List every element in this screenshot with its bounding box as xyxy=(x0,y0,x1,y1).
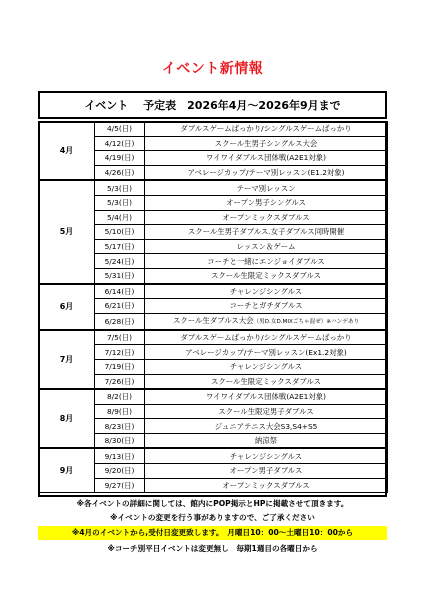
event-name: ダブルスゲームばっかり/シングルスゲームばっかり xyxy=(180,333,352,343)
event-date: 6/21(日) xyxy=(95,299,145,314)
event-name: アベレージカップ/テーマ別レッスン(Ex1.2対象) xyxy=(185,347,347,357)
event-date: 7/19(日) xyxy=(95,359,145,374)
event-name-cell xyxy=(145,330,388,345)
event-date: 4/19(日) xyxy=(95,151,145,166)
event-name-cell xyxy=(145,374,388,389)
event-name: チャレンジシングルス xyxy=(229,286,303,296)
schedule-header-text: イベント 予定表 2026年4月～2026年9月まで xyxy=(84,99,341,112)
event-name: アベレージカップ/テーマ別レッスン(E1.2対象) xyxy=(187,168,345,178)
event-date: 5/31(日) xyxy=(95,268,145,283)
event-name-cell xyxy=(145,464,388,479)
month-label: 8月 xyxy=(39,389,95,448)
event-date: 4/5(日) xyxy=(95,122,145,137)
event-name: オープンミックスダブルス xyxy=(222,480,310,490)
event-name-cell xyxy=(145,419,388,434)
schedule-header xyxy=(38,91,387,119)
note-details: ※各イベントの詳細に関しては、館内にPOP掲示とHPに掲載させて頂きます。 xyxy=(76,499,349,508)
event-name-cell xyxy=(145,284,388,299)
event-name: 納涼祭 xyxy=(254,436,278,446)
month-label: 5月 xyxy=(39,180,95,283)
event-date: 5/4(月) xyxy=(95,210,145,225)
event-name: オープン男子ダブルス xyxy=(229,466,303,476)
event-name: テーマ別レッスン xyxy=(236,183,296,193)
note-changes: ※イベントの変更を行う事がありますので、ご了承ください xyxy=(110,513,315,522)
event-date: 4/12(日) xyxy=(95,136,145,151)
table-row xyxy=(39,122,388,137)
event-name: チャレンジシングルス xyxy=(229,362,303,372)
event-name-cell xyxy=(145,299,388,314)
event-date: 8/30(日) xyxy=(95,433,145,448)
event-name: スクール生男子シングルス大会 xyxy=(214,138,318,148)
table-row xyxy=(39,448,388,463)
event-name: スクール生ダブルス大会 xyxy=(172,315,254,325)
event-name-cell xyxy=(145,225,388,240)
page-title: イベント新情報 xyxy=(161,61,264,77)
event-date: 5/10(日) xyxy=(95,225,145,240)
schedule-table xyxy=(38,121,388,493)
table-row xyxy=(39,330,388,345)
note-reception-change: ※4月のイベントから,受付日変更致します。 月曜日10：00～土曜日10：00から xyxy=(38,526,387,540)
event-date: 8/23(日) xyxy=(95,419,145,434)
event-name: オープン男子シングルス xyxy=(226,198,306,208)
table-row xyxy=(39,284,388,299)
event-name-cell xyxy=(145,151,388,166)
event-note: （男D.女D.MIXごちゃ混ぜ）※ハンデあり xyxy=(253,318,360,325)
event-name: レッスン＆ゲーム xyxy=(236,242,296,252)
event-name-cell xyxy=(145,448,388,463)
event-name-cell xyxy=(145,136,388,151)
event-date: 7/5(日) xyxy=(95,330,145,345)
event-name: スクール生限定男子ダブルス xyxy=(218,406,314,416)
event-name: オープンミックスダブルス xyxy=(222,212,310,222)
event-date: 9/20(日) xyxy=(95,464,145,479)
event-name: コーチとガチダブルス xyxy=(229,301,303,311)
month-label: 4月 xyxy=(39,122,95,181)
event-date: 5/3(日) xyxy=(95,195,145,210)
event-date: 6/28(日) xyxy=(95,313,145,330)
event-name-cell xyxy=(145,389,388,404)
event-name-cell xyxy=(145,239,388,254)
event-name-cell xyxy=(145,433,388,448)
event-date: 5/24(日) xyxy=(95,254,145,269)
event-name: スクール生限定ミックスダブルス xyxy=(211,271,321,281)
event-date: 5/3(日) xyxy=(95,180,145,195)
month-label: 7月 xyxy=(39,330,95,389)
event-name-cell xyxy=(145,210,388,225)
event-name-cell xyxy=(145,313,388,330)
table-row xyxy=(39,180,388,195)
event-name: スクール生男子ダブルス.女子ダブルス同時開催 xyxy=(187,227,345,237)
event-name-cell xyxy=(145,404,388,419)
event-name: ワイワイダブルス団体戦(A2E1対象) xyxy=(205,392,326,402)
event-name-cell xyxy=(145,180,388,195)
event-date: 6/14(日) xyxy=(95,284,145,299)
event-name-cell xyxy=(145,345,388,360)
note-weekday-events: ※コーチ別平日イベントは変更無し 毎期1週目の各曜日から xyxy=(107,544,318,553)
event-name: チャレンジシングルス xyxy=(229,451,303,461)
event-name: ワイワイダブルス団体戦(A2E1対象) xyxy=(205,153,326,163)
month-label: 9月 xyxy=(39,448,95,492)
event-name-cell xyxy=(145,268,388,283)
event-name: ダブルスゲームばっかり/シングルスゲームばっかり xyxy=(180,124,352,134)
event-date: 9/13(日) xyxy=(95,448,145,463)
event-date: 7/12(日) xyxy=(95,345,145,360)
event-date: 8/2(日) xyxy=(95,389,145,404)
event-name-cell xyxy=(145,359,388,374)
event-name-cell xyxy=(145,254,388,269)
event-name: ジュニアテニス大会S3,S4+S5 xyxy=(214,421,318,431)
event-name-cell xyxy=(145,165,388,180)
month-label: 6月 xyxy=(39,284,95,330)
event-name: コーチと一緒にエンジョイダブルス xyxy=(207,256,325,266)
table-row xyxy=(39,389,388,404)
event-name-cell xyxy=(145,195,388,210)
event-date: 7/26(日) xyxy=(95,374,145,389)
event-date: 8/9(日) xyxy=(95,404,145,419)
event-date: 4/26(日) xyxy=(95,165,145,180)
event-name-cell xyxy=(145,478,388,493)
event-date: 5/17(日) xyxy=(95,239,145,254)
event-name: スクール生限定ミックスダブルス xyxy=(211,376,321,386)
event-date: 9/27(日) xyxy=(95,478,145,493)
event-name-cell xyxy=(145,122,388,137)
